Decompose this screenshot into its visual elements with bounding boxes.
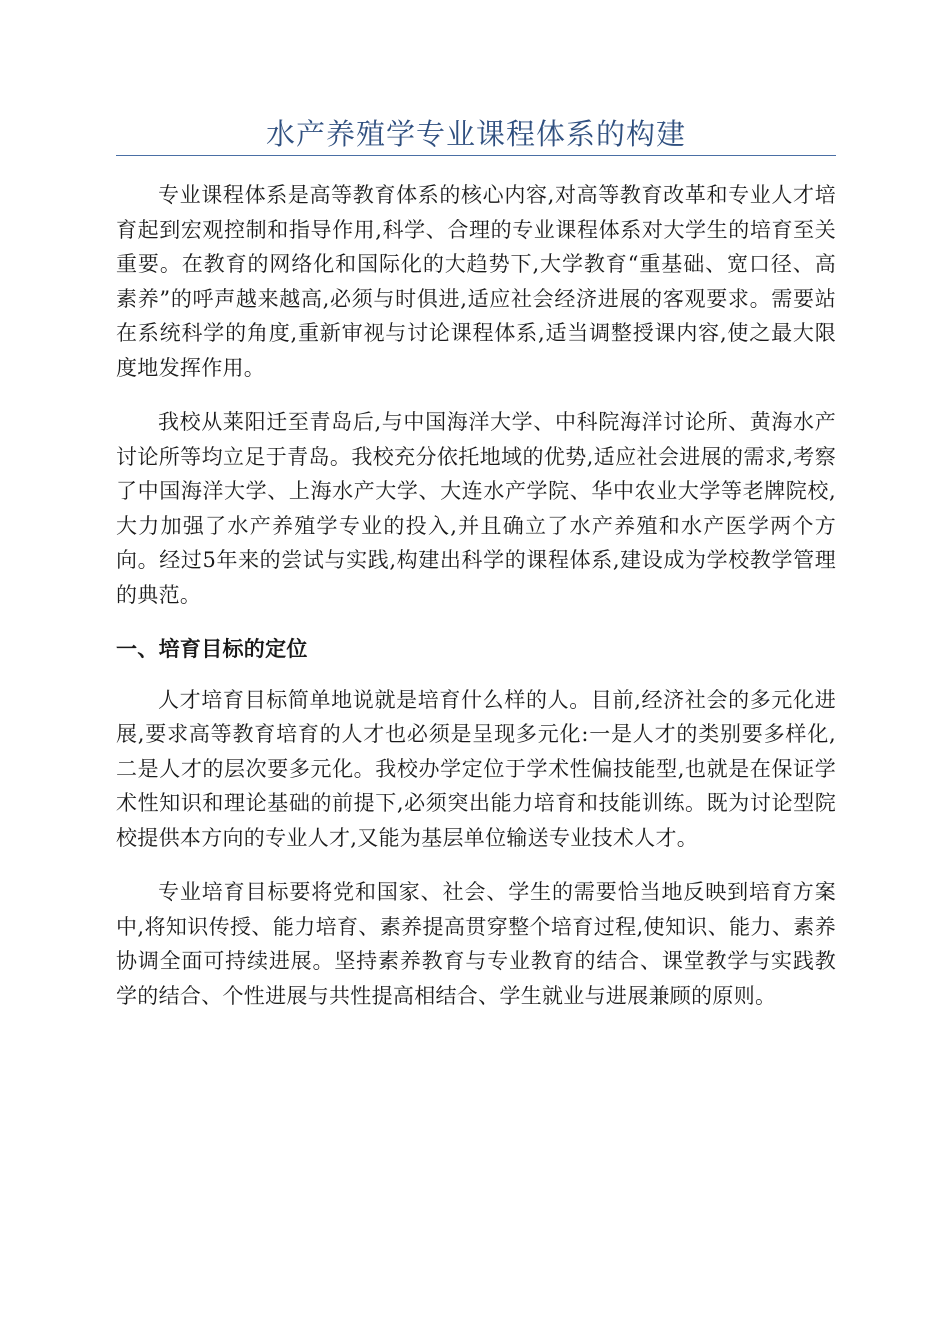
intro-paragraph-2: 我校从莱阳迁至青岛后,与中国海洋大学、中科院海洋讨论所、黄海水产讨论所等均立足于青岛。我校充分依托地域的优势,适应社会进展的需求,考察了中国海洋大学、上海水产大学、大连水产学院、华中农业大学等老牌院校,大力加强了水产养殖学专业的投入,并且确立了水产养殖和水产医学两个方向。经过5年来的尝试与实践,构建出科学的课程体系,建设成为学校教学管理的典范。 (116, 410, 836, 607)
document-title: 水产养殖学专业课程体系的构建 (116, 0, 836, 156)
section1-paragraph-1: 人才培育目标简单地说就是培育什么样的人。目前,经济社会的多元化进展,要求高等教育培育的人才也必须是呈现多元化:一是人才的类别要多样化,二是人才的层次要多元化。我校办学定位于学术性偏技能型,也就是在保证学术性知识和理论基础的前提下,必须突出能力培育和技能训练。既为讨论型院校提供本方向的专业人才,又能为基层单位输送专业技术人才。 (116, 687, 836, 850)
section-heading-training-goals: 一、培育目标的定位 (116, 637, 308, 661)
document-page (116, 0, 836, 1013)
section1-paragraph-2: 专业培育目标要将党和国家、社会、学生的需要恰当地反映到培育方案中,将知识传授、能力培育、素养提高贯穿整个培育过程,使知识、能力、素养协调全面可持续进展。坚持素养教育与专业教育的结合、课堂教学与实践教学的结合、个性进展与共性提高相结合、学生就业与进展兼顾的原则。 (116, 880, 836, 1008)
intro-paragraph-1: 专业课程体系是高等教育体系的核心内容,对高等教育改革和专业人才培育起到宏观控制和指导作用,科学、合理的专业课程体系对大学生的培育至关重要。在教育的网络化和国际化的大趋势下,大学教育“重基础、宽口径、高素养”的呼声越来越高,必须与时俱进,适应社会经济进展的客观要求。需要站在系统科学的角度,重新审视与讨论课程体系,适当调整授课内容,使之最大限度地发挥作用。 (116, 183, 836, 380)
